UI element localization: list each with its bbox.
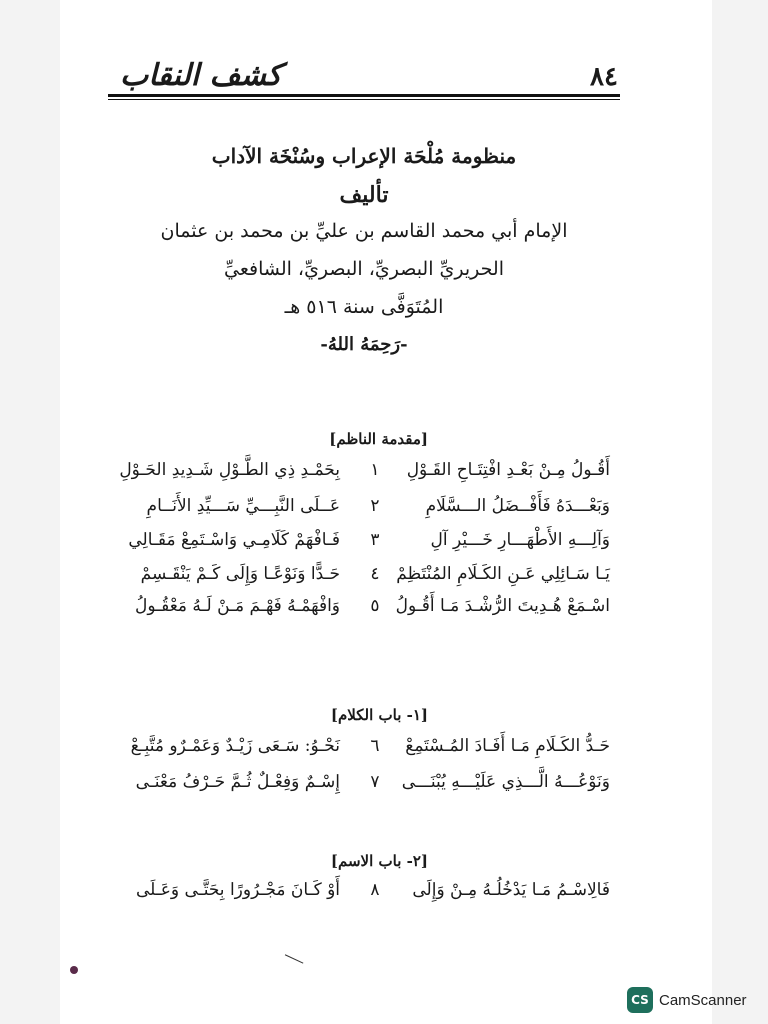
verse-first-hemistich: حَـدُّ الكَـلَامِ مَـا أَفَـادَ المُـسْتَمِعْ (405, 736, 610, 756)
verse-number: ٧ (370, 772, 380, 792)
verse-second-hemistich: عَــلَى النَّبِـــيِّ سَـــيِّدِ الأَنَــامِ (146, 496, 340, 516)
verse-number: ٢ (370, 496, 380, 516)
verse-second-hemistich: فَـافْهَمْ كَلَامِـي وَاسْـتَمِعْ مَقَـالِي (128, 530, 340, 550)
verse-number: ٥ (370, 596, 380, 616)
verse-number: ٤ (370, 564, 380, 584)
verse-number: ٨ (370, 880, 380, 900)
page-number: ٨٤ (590, 62, 618, 92)
verse-row (134, 596, 610, 626)
verse-row (140, 564, 610, 594)
verse-first-hemistich: اسْـمَعْ هُـدِيتَ الرُّشْـدَ مَـا أَقُـولُ (395, 596, 610, 616)
header-rule-thin (108, 99, 620, 100)
verse-first-hemistich: أَقُـولُ مِـنْ بَعْـدِ افْتِتَـاحِ القَـوْلِ (406, 460, 610, 480)
authorship-label: تأليف (339, 182, 389, 208)
verse-number: ١ (370, 460, 380, 480)
verse-first-hemistich: يَـا سَـائِلِي عَـنِ الكَـلَامِ المُنْتَظِمْ (396, 564, 610, 584)
header-rule (108, 94, 620, 97)
section-label: [مقدمة الناظم] (329, 430, 428, 448)
section-label: [٢- باب الاسم] (330, 852, 428, 870)
author-name: الإمام أبي محمد القاسم بن عليِّ بن محمد بن عثمان (160, 220, 568, 242)
verse-second-hemistich: وَافْهَمْـهُ فَهْـمَ مَـنْ لَـهُ مَعْقُـولُ (134, 596, 340, 616)
verse-second-hemistich: بِحَمْـدِ ذِي الطَّـوْلِ شَـدِيدِ الحَـوْلِ (119, 460, 340, 480)
death-date: المُتَوَفَّى سنة ٥١٦ هـ (284, 296, 444, 318)
verse-first-hemistich: وَنَوْعُـــهُ الَّـــذِي عَلَيْـــهِ يُبْنَـــى (401, 772, 610, 792)
invocation: -رَحِمَهُ اللهُ- (320, 334, 408, 355)
verse-row (119, 460, 610, 490)
verse-number: ٣ (370, 530, 380, 550)
verse-second-hemistich: أَوْ كَـانَ مَجْـرُورًا بِحَتَّـى وَعَـلَى (136, 880, 340, 900)
verse-second-hemistich: نَحْـوُ: سَـعَى زَيْـدٌ وَعَمْـرٌو مُتَّبِـعْ (130, 736, 340, 756)
verse-second-hemistich: حَـدًّا وَنَوْعًـا وَإِلَى كَـمْ يَنْقَـسِمْ (140, 564, 340, 584)
verse-first-hemistich: وَبَعْـــدَهُ فَأَفْــضَلُ الـــسَّلَامِ (425, 496, 610, 516)
camscanner-icon: CS (627, 987, 653, 1013)
section-label: [١- باب الكلام] (330, 706, 428, 724)
verse-first-hemistich: فَالِاسْـمُ مَـا يَدْخُلُـهُ مِـنْ وَإِلَى (412, 880, 610, 900)
verse-number: ٦ (370, 736, 380, 756)
author-nisba: الحريريِّ البصريِّ، البصريِّ، الشافعيِّ (224, 258, 504, 280)
verse-row (128, 530, 610, 560)
book-title: كشف النقاب (120, 58, 282, 93)
verse-row (130, 736, 610, 766)
verse-row (135, 772, 610, 802)
verse-first-hemistich: وَآلِـــهِ الأَطْهَـــارِ خَـــيْرِ آلِ (430, 530, 610, 550)
camscanner-label: CamScanner (659, 991, 747, 1009)
poem-title: منظومة مُلْحَة الإعراب وسُنْخَة الآداب (211, 144, 517, 168)
verse-row (140, 496, 610, 526)
camscanner-watermark (627, 986, 747, 1014)
verse-second-hemistich: إِسْـمٌ وَفِعْـلٌ ثُـمَّ حَـرْفُ مَعْنَـى (135, 772, 340, 792)
ink-mark (70, 966, 78, 974)
verse-row (136, 880, 610, 910)
